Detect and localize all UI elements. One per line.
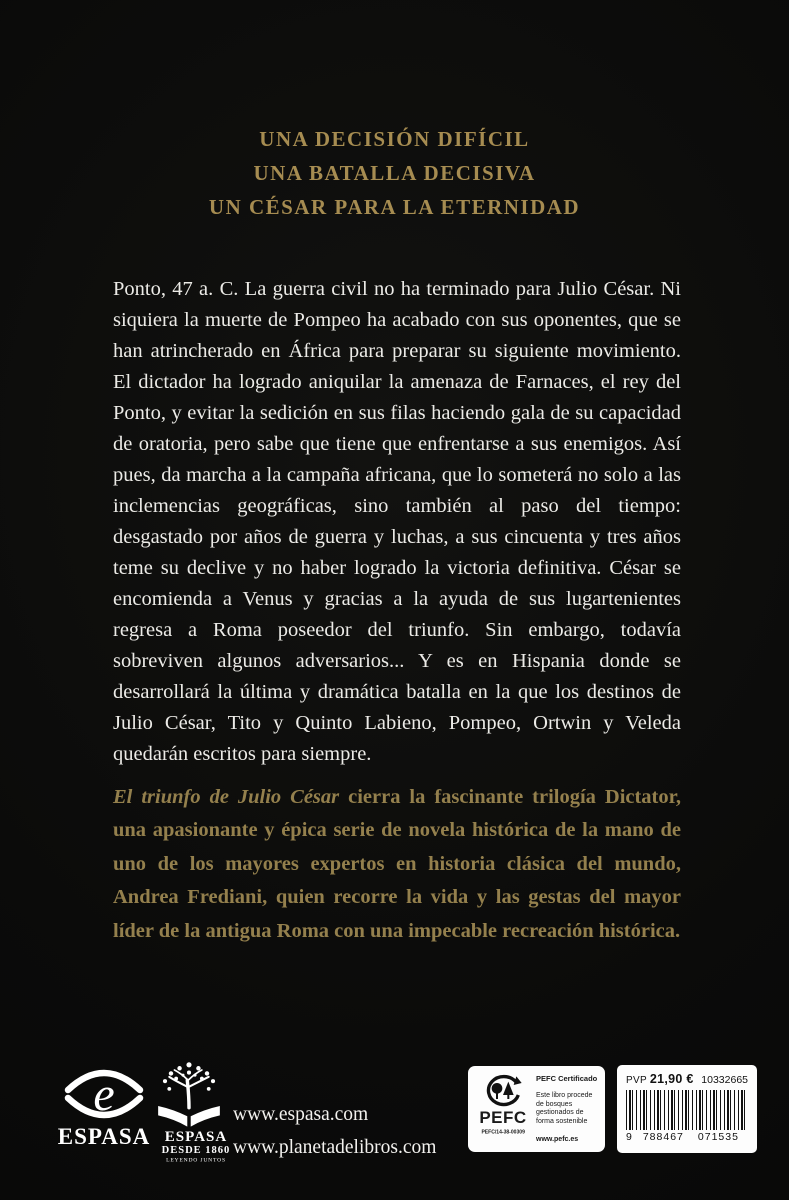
ean-group1: 788467 <box>642 1131 684 1143</box>
pefc-url: www.pefc.es <box>536 1136 579 1143</box>
pefc-text-column <box>531 1072 599 1148</box>
pefc-logo-column <box>475 1072 531 1148</box>
url-espasa: www.espasa.com <box>233 1104 369 1125</box>
promo-paragraph <box>113 781 681 949</box>
book-title-italic: El triunfo de Julio César <box>113 785 340 808</box>
synopsis-paragraph: Ponto, 47 a. C. La guerra civil no ha terminado para Julio César. Ni siquiera la muerte de Pompeo ha acabado con sus oponentes, que se han atrincherado en África para preparar su siguiente movimiento. El dictador ha logrado aniquilar la amenaza de Farnaces, el rey del Ponto, y evitar la sedición en sus filas haciendo gala de su capacidad de oratoria, pero sabe que tiene que enfrentarse a sus enemigos. Así pues, da marcha a la campaña africana, que lo someterá no solo a las inclemencias geográficas, sino también al paso del tiempo: desgastado por años de guerra y luchas, a sus cincuenta y tres años teme su declive y no haber logrado la victoria definitiva. César se encomienda a Venus y gracias a la ayuda de sus lugartenientes regresa a Roma poseedor del triunfo. Sin embargo, todavía sobreviven algunos adversarios... Y es en Hispania donde se desarrollará la última y dramática batalla en la que los destinos de Julio César, Tito y Quinto Labieno, Pompeo, Ortwin y Veleda quedarán escritos para siempre. <box>113 277 681 765</box>
tagline-line-2: UNA BATALLA DECISIVA <box>253 161 536 185</box>
pefc-code: PEFC/14-38-00309 <box>481 1129 525 1136</box>
price <box>626 1072 694 1086</box>
publisher-urls <box>233 1098 436 1164</box>
price-value: 21,90 € <box>649 1072 694 1086</box>
espasa-eye-icon <box>52 1064 156 1122</box>
ean-digits <box>626 1131 748 1143</box>
barcode-price-box <box>617 1065 757 1153</box>
tree-logo-line1: ESPASA <box>164 1129 228 1145</box>
espasa-tree-logo <box>150 1058 242 1165</box>
tagline-block <box>0 122 789 224</box>
sku-number: 10332665 <box>701 1074 748 1086</box>
espasa-publisher-logo <box>52 1064 156 1150</box>
ean-group2: 071535 <box>697 1131 739 1143</box>
tree-book-icon <box>150 1058 228 1130</box>
pefc-description: Este libro procede de bosques gestionados de forma sostenible <box>536 1092 593 1125</box>
tree-logo-line2: DESDE 1860 <box>161 1145 231 1156</box>
espasa-monogram: e <box>93 1068 115 1121</box>
tree-logo-line3: LEYENDO JUNTOS <box>166 1156 226 1164</box>
ean-prefix: 9 <box>626 1131 633 1143</box>
tagline-line-3: UN CÉSAR PARA LA ETERNIDAD <box>208 195 581 219</box>
pefc-certification-box <box>468 1066 605 1152</box>
promo-text: cierra la fascinante trilogía Dictator, una apasionante y épica serie de novela histórica de la mano de uno de los mayores expertos en historia clásica del mundo, Andrea Frediani, quien recorre la vida y las gestas del mayor líder de la antigua Roma con una impecable recreación histórica. <box>113 785 681 942</box>
pefc-trees-icon <box>483 1072 523 1110</box>
price-row <box>626 1072 748 1086</box>
pefc-certified-label: PEFC Certificado <box>536 1074 598 1083</box>
price-label: PVP <box>626 1075 647 1086</box>
url-planetadelibros: www.planetadelibros.com <box>233 1137 437 1158</box>
footer <box>0 1050 789 1200</box>
espasa-logo-label: ESPASA <box>57 1124 151 1149</box>
ean-barcode-bars <box>626 1090 748 1130</box>
tagline-line-1: UNA DECISIÓN DIFÍCIL <box>259 127 530 151</box>
pefc-logo-label: PEFC <box>479 1108 527 1127</box>
